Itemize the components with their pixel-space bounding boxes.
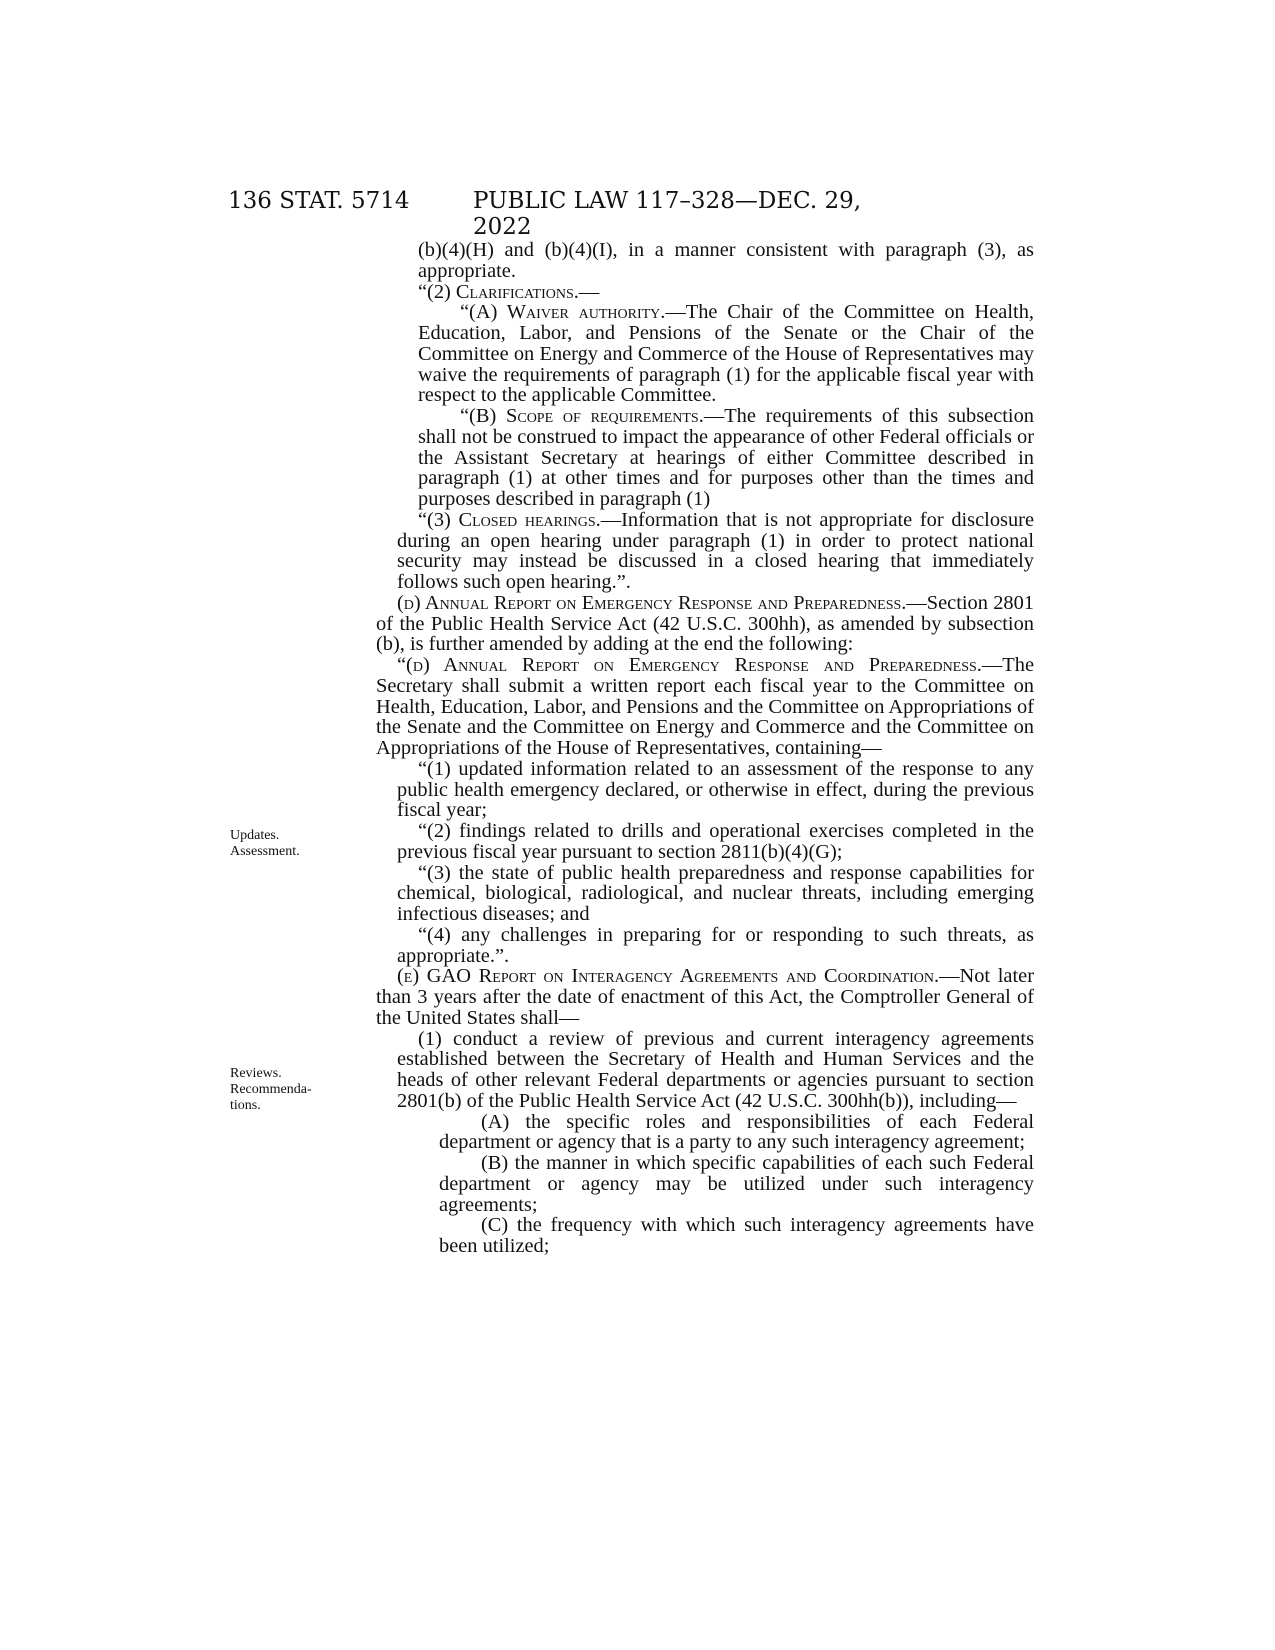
paragraph-annual-report-text: “(d) Annual Report on Emergency Response and Preparedness.—The Secretary shall submit a written report each fiscal year to the Committee on Health, Education, Labor, and Pensions and the Committee on Appropriations of the Senate and the Committee on Energy and Commerce and the Committee on Appropriations of the House of Representatives, containing— <box>376 654 1034 759</box>
list-item-conduct-review: (1) conduct a review of previous and current interagency agreements established between the Secretary of Health and Human Services and the heads of other relevant Federal departments or agencies pursuant to section 2801(b) of the Public Health Service Act (42 U.S.C. 300hh(b)), including— <box>397 1027 1034 1112</box>
margin-note-reviews: Reviews. Recommenda- tions. <box>230 1066 312 1113</box>
list-item-frequency: (C) the frequency with which such interagency agreements have been utilized; <box>439 1214 1034 1257</box>
paragraph-continuation: (b)(4)(H) and (b)(4)(I), in a manner consistent with paragraph (3), as appropriate. <box>418 239 1034 282</box>
list-item-challenges: “(4) any challenges in preparing for or responding to such threats, as appropriate.”. <box>397 923 1034 967</box>
list-item-capabilities-utilized: (B) the manner in which specific capabilities of each such Federal department or agency may be utilized under such interagency agreements; <box>439 1152 1034 1216</box>
paragraph-annual-report-amendment: (d) Annual Report on Emergency Response and Preparedness.—Section 2801 of the Public Health Service Act (42 U.S.C. 300hh), as amended by subsection (b), is further amended by adding at the end the following: <box>376 591 1034 656</box>
statute-body <box>376 240 1034 1257</box>
list-item-state-of-preparedness: “(3) the state of public health preparedness and response capabilities for chemical, biological, radiological, and nuclear threats, including emerging infectious diseases; and <box>397 861 1034 925</box>
paragraph-scope-of-requirements: “(B) Scope of requirements.—The requirements of this subsection shall not be construed to impact the appearance of other Federal officials or the Assistant Secretary at hearings of either Committee described in paragraph (1) at other times and for purposes other than the times and purposes described in paragraph (1) <box>418 405 1034 510</box>
page-header <box>228 188 918 240</box>
stat-page-number: 136 STAT. 5714 <box>228 188 410 214</box>
list-item-findings-drills: “(2) findings related to drills and operational exercises completed in the previous fiscal year pursuant to section 2811(b)(4)(G); <box>397 820 1034 863</box>
paragraph-closed-hearings: “(3) Closed hearings.—Information that is not appropriate for disclosure during an open hearing under paragraph (1) in order to protect national security may instead be discussed in a closed hearing that immediately follows such open hearing.”. <box>397 508 1034 593</box>
list-item-roles-responsibilities: (A) the specific roles and responsibilities of each Federal department or agency that is a party to any such interagency agreement; <box>439 1110 1034 1154</box>
paragraph-gao-report: (e) GAO Report on Interagency Agreements and Coordination.—Not later than 3 years after the date of enactment of this Act, the Comptroller General of the United States shall— <box>376 965 1034 1029</box>
public-law-title: PUBLIC LAW 117–328—DEC. 29, 2022 <box>473 188 862 240</box>
list-item-updated-information: “(1) updated information related to an assessment of the response to any public health emergency declared, or otherwise in effect, during the previous fiscal year; <box>397 757 1034 822</box>
paragraph-clarifications-heading: “(2) Clarifications.— <box>418 280 600 303</box>
margin-note-updates: Updates. Assessment. <box>230 828 300 859</box>
paragraph-waiver-authority: “(A) Waiver authority.—The Chair of the Committee on Health, Education, Labor, and Pensions of the Senate or the Chair of the Committee on Energy and Commerce of the House of Representatives may waive the requirements of paragraph (1) for the applicable fiscal year with respect to the applicable Committee. <box>418 301 1034 407</box>
